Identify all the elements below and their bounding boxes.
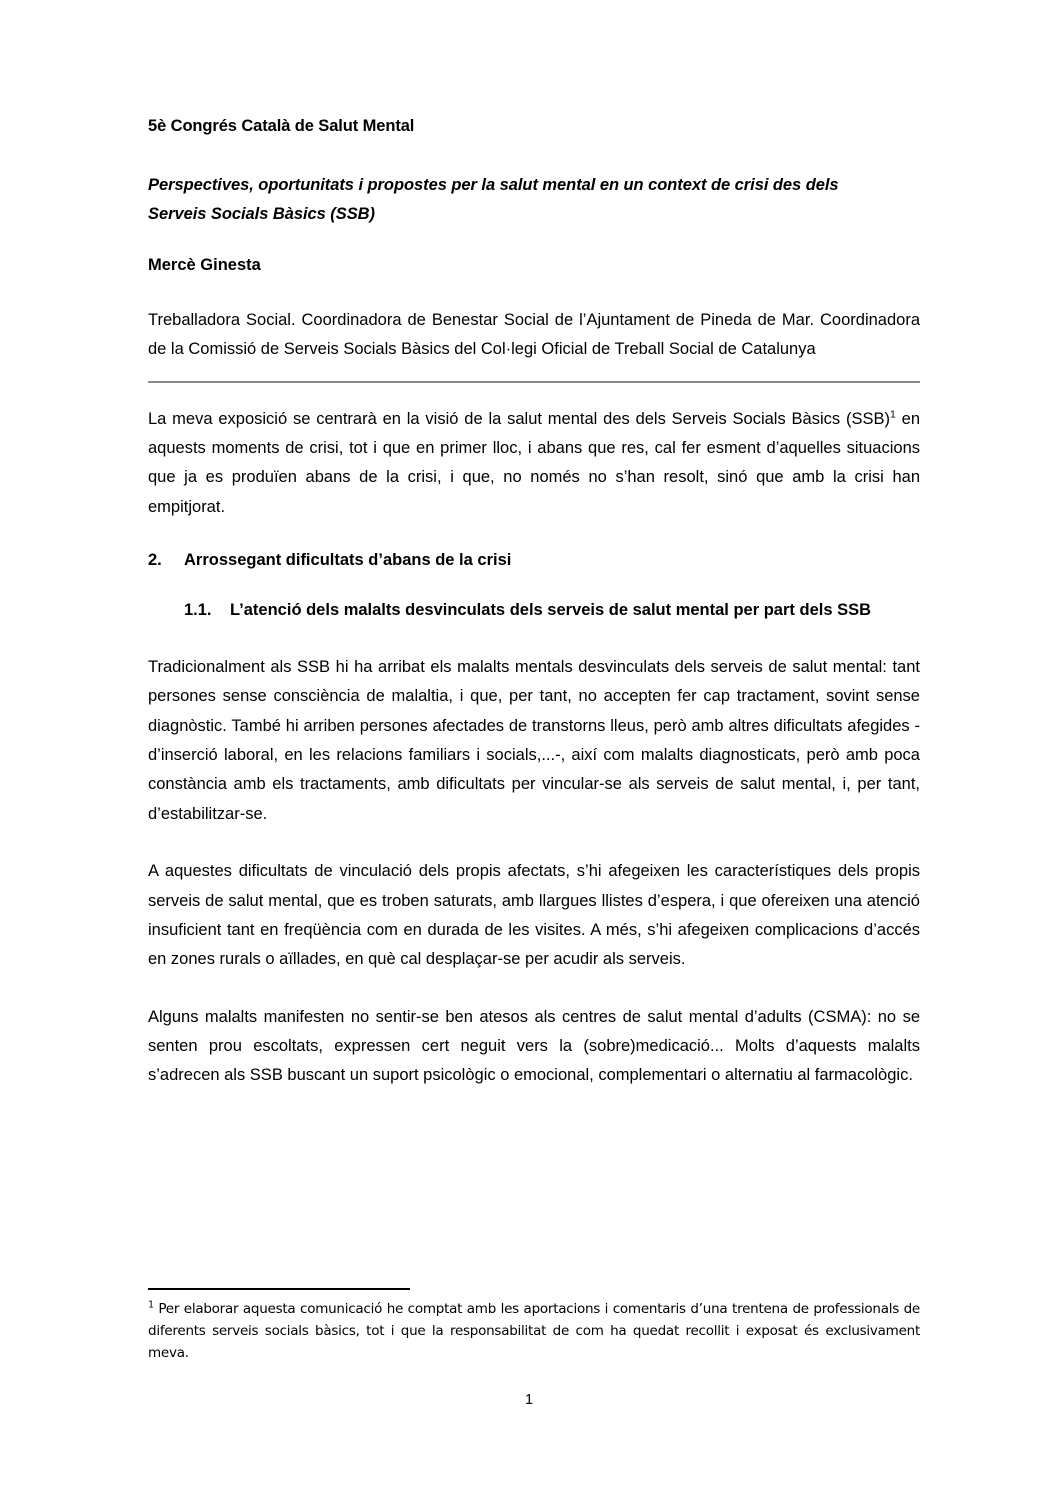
footnote-1 [148, 1299, 920, 1365]
body-paragraph-3: Alguns malalts manifesten no sentir-se ben atesos als centres de salut mental d’adults (CSMA): no se senten prou escoltats, expressen cert neguit vers la (sobre)medicació... Molts d’aquests malalts s’adrecen als SSB buscant un suport psicològic o emocional, complementari o alternatiu al farmacològic. [148, 1007, 920, 1085]
document-content [148, 116, 920, 1091]
footnote-marker-1: 1 [148, 1299, 154, 1311]
intro-paragraph [148, 405, 920, 522]
footnote-reference-1[interactable]: 1 [889, 408, 896, 421]
section-heading-2 [148, 550, 920, 571]
section-heading-1-1-title: L’atenció dels malalts desvinculats dels serveis de salut mental per part dels SSB [230, 600, 872, 619]
author-name: Mercè Ginesta [148, 256, 261, 275]
body-paragraph-2: A aquestes dificultats de vinculació dels propis afectats, s’hi afegeixen les característiques dels propis serveis de salut mental, que es troben saturats, amb llargues llistes d’espera, i que ofereixen una atenció insuficient tant en freqüència com en durada de les visites. A més, s’hi afegeixen complicacions d’accés en zones rurals o aïllades, en què cal desplaçar-se per acudir als serveis. [148, 862, 920, 969]
congress-title: 5è Congrés Català de Salut Mental [148, 117, 415, 135]
body-paragraph-1: Tradicionalment als SSB hi ha arribat els malalts mentals desvinculats dels serveis de salut mental: tant persones sense consciència de malaltia, i que, per tant, no accepten fer cap tractament, sovint sense diagnòstic. També hi arriben persones afectades de transtorns lleus, però amb altres dificultats afegides -d’inserció laboral, en les relacions familiars i socials,...-, així com malalts diagnosticats, però amb poca constància amb els tractaments, amb dificultats per vincular-se als serveis de salut mental, i, per tant, d’estabilitzar-se. [148, 658, 920, 823]
section-heading-2-number: 2. [148, 551, 162, 570]
section-heading-2-title: Arrossegant dificultats d’abans de la crisi [184, 551, 512, 570]
intro-text-part-2: en aquests moments de crisi, tot i que en primer lloc, i abans que res, cal fer esment d’aquelles situacions que ja es produïen abans de la crisi, i que, no només no s’han resolt, sinó que amb la crisi han empitjorat. [148, 409, 920, 516]
footnote-separator [148, 1288, 410, 1290]
page-number: 1 [524, 1392, 534, 1408]
footnote-1-text: Per elaborar aquesta comunicació he comptat amb les aportacions i comentaris d’una trentena de professionals de diferents serveis socials bàsics, tot i que la responsabilitat de com ha quedat recollit i exposat és exclusivament meva. [148, 1301, 920, 1361]
document-title [148, 171, 920, 230]
author-bio: Treballadora Social. Coordinadora de Benestar Social de l’Ajuntament de Pineda de Mar. Coordinadora de la Comissió de Serveis Socials Bàsics del Col·legi Oficial de Treball Social de Catalunya [148, 310, 920, 359]
section-heading-1-1-number: 1.1. [184, 600, 212, 619]
document-title-line-2: Serveis Socials Bàsics (SSB) [148, 204, 375, 223]
document-title-line-1: Perspectives, oportunitats i propostes per la salut mental en un context de crisi des dels [148, 175, 839, 194]
section-heading-1-1 [148, 600, 920, 621]
intro-text-part-1: La meva exposició se centrarà en la visió de la salut mental des dels Serveis Socials Bàsics (SSB) [148, 409, 890, 428]
footnote-area [148, 1288, 920, 1365]
header-divider [148, 381, 920, 383]
